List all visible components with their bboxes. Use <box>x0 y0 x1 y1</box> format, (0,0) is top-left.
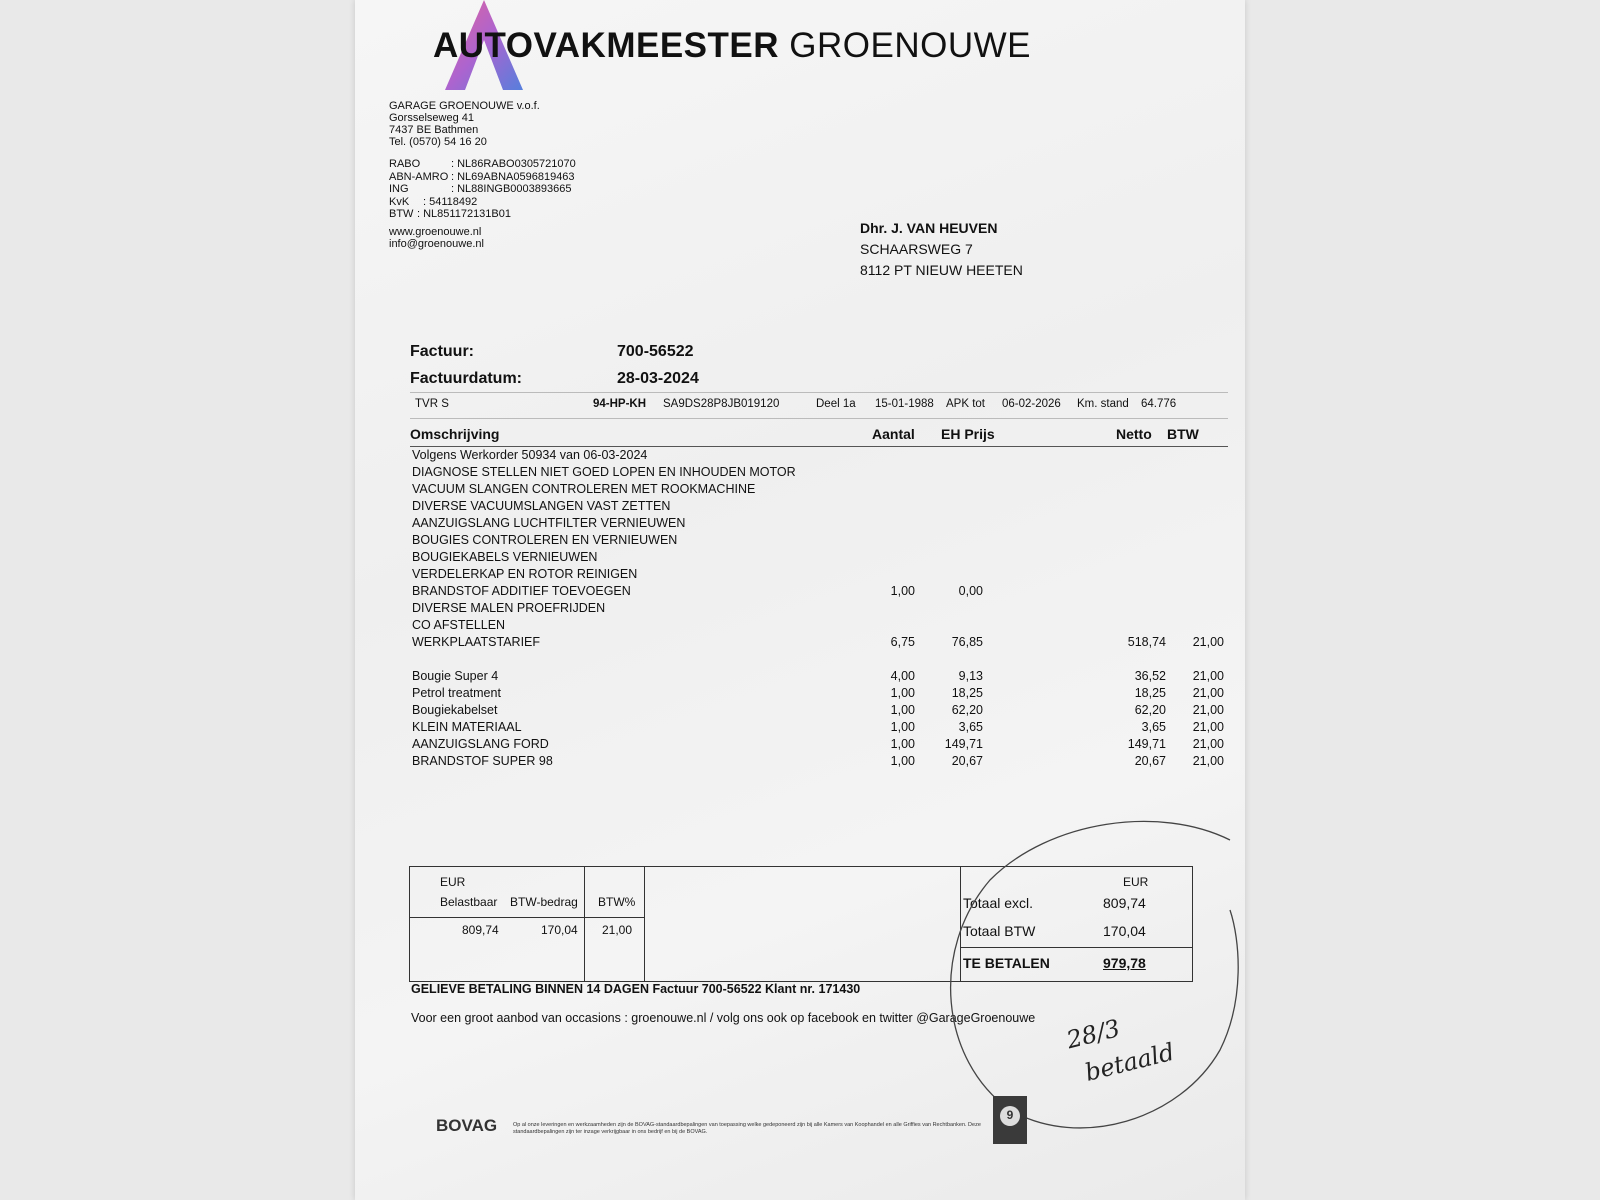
cell-net: 3,65 <box>1141 720 1166 734</box>
cell-net: 20,67 <box>1134 754 1166 768</box>
invoice-number: 700-56522 <box>617 343 694 360</box>
divider <box>584 867 585 981</box>
recipient-city: 8112 PT NIEUW HEETEN <box>860 262 1023 278</box>
cell-desc: AANZUIGSLANG FORD <box>412 737 549 751</box>
bank-value: : 54118492 <box>423 195 478 208</box>
bank-value: : NL88INGB0003893665 <box>451 183 572 195</box>
cell-desc: DIVERSE MALEN PROEFRIJDEN <box>412 601 606 615</box>
cell-desc: AANZUIGSLANG LUCHTFILTER VERNIEUWEN <box>412 516 686 530</box>
table-row <box>412 465 1228 482</box>
cell-desc: Bougie Super 4 <box>412 669 499 683</box>
vehicle-plate: 94-HP-KH <box>593 398 647 410</box>
vat-pct-value: 21,00 <box>602 923 633 937</box>
vat-amount-label: BTW-bedrag <box>510 895 578 909</box>
vehicle-info <box>415 398 1230 414</box>
cell-vat: 21,00 <box>1192 754 1224 768</box>
sender-name: GARAGE GROENOUWE v.o.f. <box>389 100 540 112</box>
col-vat: BTW <box>1167 426 1199 442</box>
divider <box>644 867 645 981</box>
cell-qty: 1,00 <box>890 584 915 598</box>
bank-value: : NL86RABO0305721070 <box>451 158 576 170</box>
vehicle-km-label: Km. stand <box>1077 398 1129 410</box>
cell-qty: 4,00 <box>890 669 915 683</box>
cell-desc: BOUGIEKABELS VERNIEUWEN <box>412 550 598 564</box>
cell-qty: 1,00 <box>890 686 915 700</box>
sender-phone: Tel. (0570) 54 16 20 <box>389 136 487 148</box>
table-row <box>412 448 1228 465</box>
bank-row <box>389 196 576 209</box>
amount-due-value: 979,78 <box>1103 955 1146 971</box>
cell-net: 518,74 <box>1127 635 1166 649</box>
cell-desc: VERDELERKAP EN ROTOR REINIGEN <box>412 567 638 581</box>
amount-due-label: TE BETALEN <box>963 955 1050 971</box>
bank-label: BTW <box>389 208 414 220</box>
seal-number: 9 <box>1006 1108 1014 1122</box>
cell-unit: 0,00 <box>958 584 983 598</box>
cell-unit: 3,65 <box>958 720 983 734</box>
bank-label: ABN-AMRO <box>389 170 449 183</box>
vat-pct-label: BTW% <box>598 895 636 909</box>
payment-note: GELIEVE BETALING BINNEN 14 DAGEN Factuur 700-56522 Klant nr. 171430 <box>411 982 861 996</box>
col-qty: Aantal <box>872 426 915 442</box>
divider <box>410 392 1228 393</box>
cell-unit: 149,71 <box>944 737 983 751</box>
col-net: Netto <box>1116 426 1152 442</box>
table-row <box>412 652 1228 669</box>
bank-label: ING <box>389 183 409 195</box>
divider <box>410 446 1228 447</box>
divider <box>410 917 584 918</box>
bank-row <box>389 171 576 184</box>
invoice-paper <box>355 0 1245 1200</box>
cell-unit: 20,67 <box>951 754 983 768</box>
table-row <box>412 703 1228 720</box>
cell-vat: 21,00 <box>1192 737 1224 751</box>
vehicle-vin: SA9DS28P8JB019120 <box>663 398 780 410</box>
col-desc: Omschrijving <box>410 426 500 442</box>
table-row <box>412 482 1228 499</box>
certification-seal <box>993 1096 1027 1144</box>
cell-desc: BOUGIES CONTROLEREN EN VERNIEUWEN <box>412 533 678 547</box>
sender-street: Gorsselseweg 41 <box>389 112 474 124</box>
taxable-label: Belastbaar <box>440 895 498 909</box>
sender-address <box>389 100 540 148</box>
total-vat-value: 170,04 <box>1103 923 1146 939</box>
vehicle-deel-date: 15-01-1988 <box>875 398 934 410</box>
total-vat-label: Totaal BTW <box>963 923 1036 939</box>
handwritten-paid: betaald <box>1082 1037 1178 1087</box>
cell-desc: VACUUM SLANGEN CONTROLEREN MET ROOKMACHINE <box>412 482 756 496</box>
divider <box>584 917 644 918</box>
table-row <box>412 618 1228 635</box>
cell-unit: 9,13 <box>958 669 983 683</box>
cell-qty: 1,00 <box>890 703 915 717</box>
logo-light: GROENOUWE <box>789 26 1031 65</box>
invoice-date: 28-03-2024 <box>617 370 699 387</box>
vehicle-apk-label: APK tot <box>946 398 985 410</box>
cell-desc: WERKPLAATSTARIEF <box>412 635 541 649</box>
bank-details <box>389 158 576 221</box>
promo-text: Voor een groot aanbod van occasions : groenouwe.nl / volg ons ook op facebook en twitter @GarageGroenouwe <box>411 1011 1036 1025</box>
cell-desc: Petrol treatment <box>412 686 501 700</box>
table-row <box>412 720 1228 737</box>
bank-label: KvK <box>389 195 410 208</box>
vat-amount-value: 170,04 <box>541 923 578 937</box>
vehicle-model: TVR S <box>415 398 449 410</box>
handwritten-date: 28/3 <box>1063 1014 1123 1055</box>
bank-row <box>389 183 576 196</box>
cell-desc: DIVERSE VACUUMSLANGEN VAST ZETTEN <box>412 499 671 513</box>
bank-row <box>389 208 576 221</box>
table-row <box>412 550 1228 567</box>
bank-value: : NL69ABNA0596819463 <box>451 170 575 183</box>
taxable-value: 809,74 <box>462 923 499 937</box>
recipient-name: Dhr. J. VAN HEUVEN <box>860 220 998 236</box>
cell-unit: 18,25 <box>951 686 983 700</box>
table-row <box>412 686 1228 703</box>
vehicle-apk-date: 06-02-2026 <box>1002 398 1061 410</box>
cell-net: 62,20 <box>1134 703 1166 717</box>
cell-unit: 76,85 <box>951 635 983 649</box>
cell-desc: Bougiekabelset <box>412 703 498 717</box>
bank-row <box>389 158 576 171</box>
cell-qty: 1,00 <box>890 720 915 734</box>
table-row <box>412 499 1228 516</box>
table-row <box>412 516 1228 533</box>
cell-vat: 21,00 <box>1192 635 1224 649</box>
bank-value: : NL851172131B01 <box>417 208 511 220</box>
cell-net: 149,71 <box>1127 737 1166 751</box>
cell-desc: BRANDSTOF SUPER 98 <box>412 754 553 768</box>
table-row <box>412 567 1228 584</box>
cell-qty: 6,75 <box>890 635 915 649</box>
cell-desc: CO AFSTELLEN <box>412 618 506 632</box>
total-excl-value: 809,74 <box>1103 895 1146 911</box>
email-link[interactable]: info@groenouwe.nl <box>389 238 484 250</box>
vehicle-km: 64.776 <box>1141 398 1177 410</box>
cell-desc: KLEIN MATERIAAL <box>412 720 522 734</box>
bank-label: RABO <box>389 158 421 170</box>
invoice-number-label: Factuur: <box>410 343 474 360</box>
table-row <box>412 754 1228 771</box>
invoice-meta <box>410 338 699 392</box>
cell-net: 18,25 <box>1134 686 1166 700</box>
cell-qty: 1,00 <box>890 754 915 768</box>
divider <box>410 418 1228 419</box>
table-row <box>412 635 1228 652</box>
cell-vat: 21,00 <box>1192 720 1224 734</box>
cell-desc: DIAGNOSE STELLEN NIET GOED LOPEN EN INHOUDEN MOTOR <box>412 465 796 479</box>
cell-unit: 62,20 <box>951 703 983 717</box>
bovag-logo <box>433 1112 497 1140</box>
total-currency: EUR <box>1123 875 1149 889</box>
cell-qty: 1,00 <box>890 737 915 751</box>
sender-web <box>389 226 484 250</box>
recipient-address <box>860 218 1023 281</box>
cell-desc: Volgens Werkorder 50934 van 06-03-2024 <box>412 448 648 462</box>
table-row <box>412 584 1228 601</box>
table-row <box>412 601 1228 618</box>
col-unit: EH Prijs <box>941 426 995 442</box>
sender-city: 7437 BE Bathmen <box>389 124 479 136</box>
logo-bold: AUTOVAKMEESTER <box>433 26 780 65</box>
total-excl-label: Totaal excl. <box>963 895 1034 911</box>
recipient-street: SCHAARSWEG 7 <box>860 241 973 257</box>
summary-currency: EUR <box>440 875 466 889</box>
invoice-date-label: Factuurdatum: <box>410 370 522 387</box>
cell-net: 36,52 <box>1134 669 1166 683</box>
cell-vat: 21,00 <box>1192 703 1224 717</box>
company-logo-text <box>433 26 1031 66</box>
table-row <box>412 737 1228 754</box>
table-row <box>412 669 1228 686</box>
table-row <box>412 533 1228 550</box>
cell-vat: 21,00 <box>1192 686 1224 700</box>
terms-text: Op al onze leveringen en werkzaamheden zijn de BOVAG-standaardbepalingen van toepassing welke gedeponeerd zijn bij alle Kamers van Koophandel en alle Griffies van Rechtbanken. Deze standaardbepalingen zijn ter inzage verkrijgbaar in ons bedrijf en bij de BOVAG. <box>513 1122 981 1135</box>
website-link[interactable]: www.groenouwe.nl <box>389 226 482 238</box>
cell-vat: 21,00 <box>1192 669 1224 683</box>
cell-desc: BRANDSTOF ADDITIEF TOEVOEGEN <box>412 584 631 598</box>
table-header <box>410 426 1228 444</box>
vehicle-deel-label: Deel 1a <box>816 398 856 410</box>
bovag-logo-text: BOVAG <box>436 1116 498 1135</box>
